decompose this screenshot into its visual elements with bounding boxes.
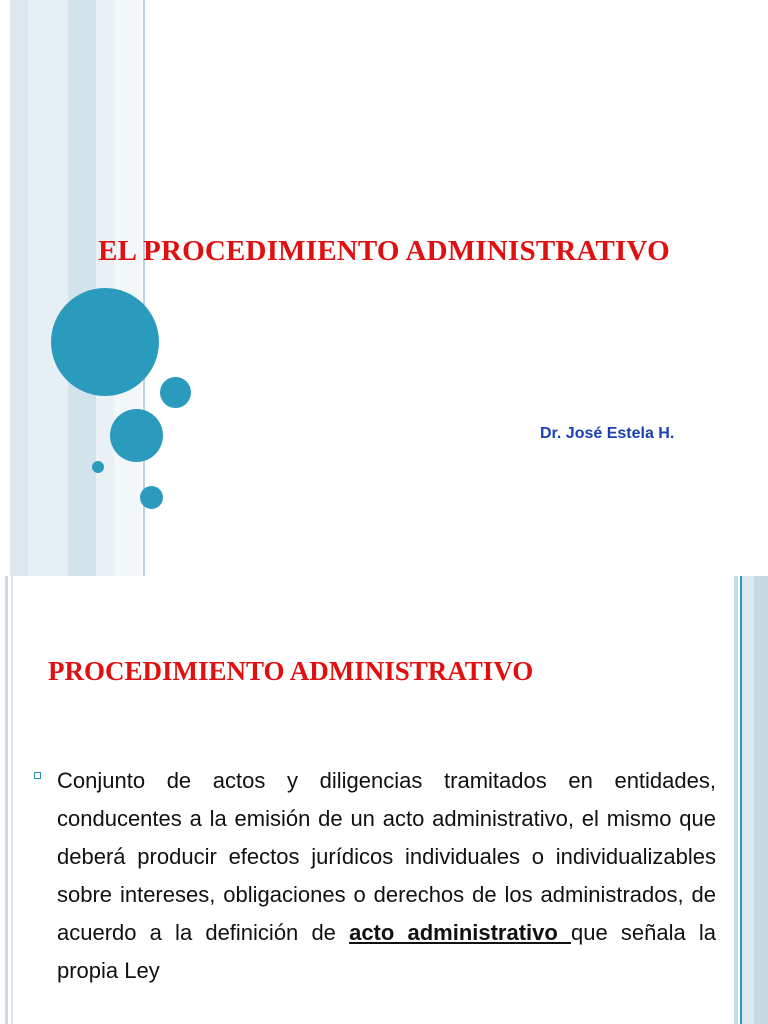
decorative-stripe	[68, 0, 96, 576]
slide-title: PROCEDIMIENTO ADMINISTRATIVO	[48, 656, 534, 686]
bullet-text-end: que señala la propia Ley	[57, 920, 716, 983]
tiny-circle	[92, 461, 104, 473]
decorative-stripe	[10, 0, 28, 576]
content-slide	[0, 576, 768, 1024]
decorative-stripe	[11, 576, 13, 1024]
medium-circle	[110, 409, 163, 462]
decorative-stripe	[114, 0, 142, 576]
emphasis-term: acto administrativo	[349, 920, 571, 945]
decorative-stripe	[5, 576, 8, 1024]
slide-title: EL PROCEDIMIENTO ADMINISTRATIVO	[98, 235, 670, 267]
author-name: Dr. José Estela H.	[540, 425, 675, 442]
large-circle	[51, 288, 159, 396]
decorative-stripe	[28, 0, 68, 576]
bullet-text: Conjunto de actos y diligencias tramitados en entidades, conducentes a la emisión de un acto administrativo, el mismo que deberá producir efectos jurídicos individuales o individualizables sobre intereses, obligaciones o derechos de los administrados, de acuerdo a la definición de	[57, 768, 716, 945]
decorative-stripe	[742, 576, 754, 1024]
bullet-square-icon	[34, 772, 41, 779]
decorative-stripe	[754, 576, 768, 1024]
small-circle	[140, 486, 163, 509]
decorative-stripe	[734, 576, 738, 1024]
small-circle	[160, 377, 191, 408]
bullet-paragraph	[57, 762, 716, 990]
